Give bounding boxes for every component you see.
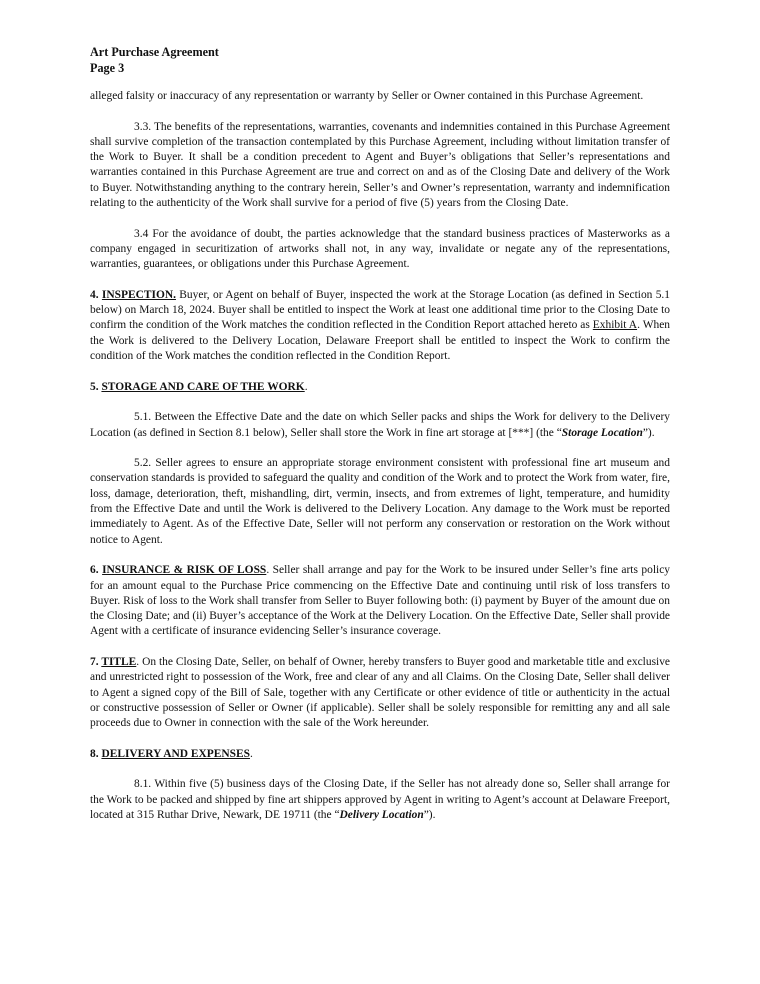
defined-term: Storage Location — [561, 426, 643, 439]
section-number: 4. — [90, 288, 102, 301]
document-body — [90, 89, 670, 839]
section-7-title: 7. TITLE. On the Closing Date, Seller, on behalf of Owner, hereby transfers to Buyer good and marketable title and exclusive and unrestricted right to possession of the Work, free and clear of any and all Claims. On the Closing Date, Seller shall deliver to Agent a signed copy of the Bill of Sale, together with any Certificate or other evidence of title or authenticity in the actual or constructive possession of Seller or Owner (if applicable). Seller shall be solely responsible for remitting any and all sale proceeds due to Owner in connection with the sale of the Work hereunder. — [90, 655, 671, 730]
paragraph-5-2: 5.2. Seller agrees to ensure an appropriate storage environment consistent with professional fine art museum and conservation standards is provided to safeguard the quality and condition of the Work and to protect the Work from water, fire, loss, damage, deterioration, theft, mishandling, dirt, vermin, insects, and from extremes of light, temperature, and humidity from the Effective Date and until the Work is delivered to the Delivery Location. Any damage to the Work must be reported immediately to Agent. As of the Effective Date, Seller will not perform any conservation or restoration on the Work without notice to Agent. — [90, 457, 670, 546]
paragraph-3-3: 3.3. The benefits of the representations, warranties, covenants and indemnities contained in this Purchase Agreement shall survive completion of the transaction contemplated by this Purchase Agreement, including without limitation transfer of the Work to Buyer. It shall be a condition precedent to Agent and Buyer’s obligations that Seller’s representations and warranties contained in this Purchase Agreement are true and correct on and as of the Closing Date and delivery of the Work to Buyer. Notwithstanding anything to the contrary herein, Seller’s and Owner’s representation, warranty and indemnification relating to the authenticity of the Work shall survive for a period of five (5) years from the Closing Date. — [90, 120, 670, 210]
paragraph-continuation: alleged falsity or inaccuracy of any representation or warranty by Seller or Owner contained in this Purchase Agreement. — [90, 90, 644, 102]
section-5-heading: 5. STORAGE AND CARE OF THE WORK. — [90, 380, 308, 393]
paragraph-5-1: 5.1. Between the Effective Date and the date on which Seller packs and ships the Work for delivery to the Delivery Location (as defined in Section 8.1 below), Seller shall store the Work in fine art storage at [***] (the “Storage Location”). — [90, 411, 670, 439]
section-number: 8. — [90, 747, 102, 760]
paragraph-3-4: 3.4 For the avoidance of doubt, the parties acknowledge that the standard business practices of Masterworks as a company engaged in securitization of artworks shall not, in any way, invalidate or negate any of the representations, warranties, guarantees, or obligations under this Purchase Agreement. — [90, 227, 670, 271]
section-number: 5. — [90, 380, 102, 393]
page-header — [90, 44, 219, 76]
section-number: 7. — [90, 655, 102, 668]
exhibit-reference: Exhibit A — [592, 319, 638, 332]
section-6-insurance: 6. INSURANCE & RISK OF LOSS. Seller shall arrange and pay for the Work to be insured under Seller’s fine arts policy for an amount equal to the Purchase Price commencing on the Effective Date and continuing until risk of loss transfers to Buyer. Risk of loss to the Work shall transfer from Seller to Buyer following both: (i) payment by Buyer of the amount due on the Closing Date; and (ii) Buyer’s acceptance of the Work at the Delivery Location. On the Effective Date, Seller shall provide Agent with a certificate of insurance evidencing Seller’s insurance coverage. — [90, 564, 671, 638]
section-number: 6. — [90, 564, 103, 577]
section-heading: INSPECTION. — [101, 288, 176, 301]
section-heading: INSURANCE & RISK OF LOSS — [102, 564, 267, 577]
section-heading: STORAGE AND CARE OF THE WORK — [101, 380, 305, 393]
section-heading: TITLE — [101, 655, 137, 668]
section-4-inspection: 4. INSPECTION. Buyer, or Agent on behalf of Buyer, inspected the work at the Storage Location (as defined in Section 5.1 below) on March 18, 2024. Buyer shall be entitled to inspect the Work at least one additional time prior to the Closing Date to confirm the condition of the Work matches the condition reflected in the Condition Report attached hereto as Exhibit A. When the Work is delivered to the Delivery Location, Delaware Freeport shall be entitled to inspect the Work to confirm the condition of the Work matches the condition reflected in the Condition Report. — [90, 288, 671, 363]
section-heading: DELIVERY AND EXPENSES — [101, 747, 250, 760]
defined-term: Delivery Location — [339, 808, 424, 821]
section-8-heading: 8. DELIVERY AND EXPENSES. — [90, 747, 253, 760]
page-number: Page 3 — [90, 61, 125, 75]
document-title: Art Purchase Agreement — [90, 45, 219, 59]
paragraph-8-1: 8.1. Within five (5) business days of the Closing Date, if the Seller has not already done so, Seller shall arrange for the Work to be packed and shipped by fine art shippers approved by Agent in writing to Agent’s account at Delaware Freeport, located at 315 Ruthar Drive, Newark, DE 19711 (the “Delivery Location”). — [90, 778, 670, 821]
